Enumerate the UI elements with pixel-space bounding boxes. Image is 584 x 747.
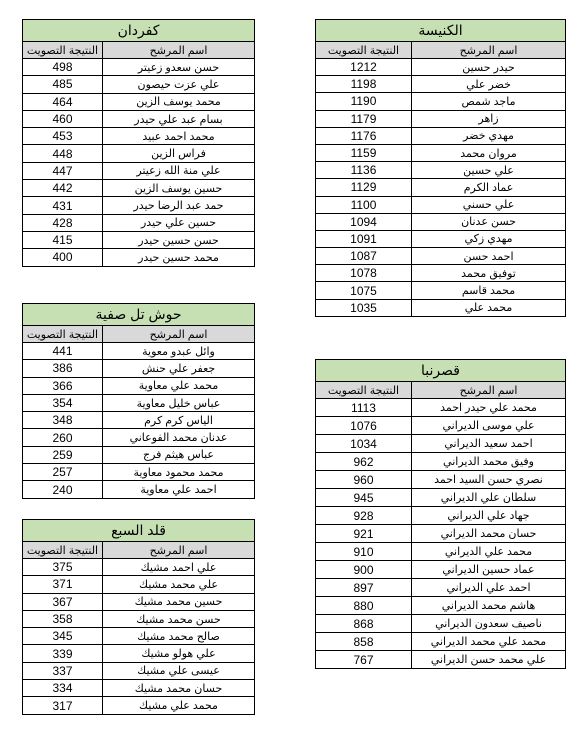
table-row	[316, 525, 566, 543]
vote-count: 240	[23, 481, 103, 498]
vote-count: 1034	[316, 435, 412, 453]
table-row	[316, 417, 566, 435]
table-row	[316, 127, 566, 144]
candidate-name: ناصيف سعدون الديراني	[412, 615, 566, 633]
table-row	[316, 179, 566, 196]
candidate-name: علي عزت حيصون	[103, 76, 255, 93]
candidate-name: علي حسين	[412, 162, 566, 179]
vote-count: 339	[23, 645, 103, 662]
candidate-name: سلطان علي الديراني	[412, 489, 566, 507]
table-al-kanisa	[315, 19, 566, 317]
vote-count: 1176	[316, 127, 412, 144]
table-row	[316, 633, 566, 651]
vote-count: 431	[23, 197, 103, 214]
candidate-name: صالح محمد مشيك	[103, 628, 255, 645]
vote-count: 1136	[316, 162, 412, 179]
table-row	[23, 680, 255, 697]
table-row	[23, 180, 255, 197]
vote-count: 897	[316, 579, 412, 597]
vote-count: 442	[23, 180, 103, 197]
table-row	[23, 360, 255, 377]
candidate-name: حسان محمد مشيك	[103, 680, 255, 697]
table-row	[23, 59, 255, 76]
candidate-name: خضر علي	[412, 76, 566, 93]
candidate-name: هاشم محمد الديراني	[412, 597, 566, 615]
vote-count: 868	[316, 615, 412, 633]
table-qalad-al-sabe	[22, 519, 255, 715]
table-row	[316, 471, 566, 489]
table-row	[316, 230, 566, 247]
candidate-name: محمد يوسف الزين	[103, 93, 255, 110]
candidate-name: محمد محمود معاوية	[103, 464, 255, 481]
vote-count: 334	[23, 680, 103, 697]
candidate-name: احمد حسن	[412, 248, 566, 265]
vote-count: 1179	[316, 110, 412, 127]
candidate-name: عماد حسين الديراني	[412, 561, 566, 579]
vote-count: 1076	[316, 417, 412, 435]
votes-column-header: النتيجة التصويت	[23, 542, 103, 559]
vote-count: 1035	[316, 299, 412, 316]
vote-count: 358	[23, 610, 103, 627]
vote-count: 464	[23, 93, 103, 110]
vote-count: 317	[23, 697, 103, 714]
vote-count: 1078	[316, 265, 412, 282]
vote-count: 1094	[316, 213, 412, 230]
vote-count: 259	[23, 446, 103, 463]
candidate-name: مهدي زكي	[412, 230, 566, 247]
candidate-name: زاهر	[412, 110, 566, 127]
table-hawsh-tal-safiya	[22, 303, 255, 499]
table-row	[316, 248, 566, 265]
candidate-name: توفيق محمد	[412, 265, 566, 282]
vote-count: 1129	[316, 179, 412, 196]
table-title: الكنيسة	[316, 20, 566, 42]
table-qasarnaba	[315, 359, 566, 669]
vote-count: 1159	[316, 144, 412, 161]
table-row	[23, 128, 255, 145]
candidate-name: جعفر علي حنش	[103, 360, 255, 377]
candidate-name: مروان محمد	[412, 144, 566, 161]
table-row	[23, 343, 255, 360]
table-title: قصرنبا	[316, 360, 566, 382]
table-row	[23, 249, 255, 266]
table-row	[23, 162, 255, 179]
name-column-header: اسم المرشح	[103, 42, 255, 59]
vote-count: 1091	[316, 230, 412, 247]
candidate-name: علي محمد مشيك	[103, 576, 255, 593]
table-title: كفردان	[23, 20, 255, 42]
table-row	[23, 429, 255, 446]
table-row	[316, 597, 566, 615]
table-row	[316, 651, 566, 669]
vote-count: 962	[316, 453, 412, 471]
candidate-name: محمد علي محمد الديراني	[412, 633, 566, 651]
table-row	[316, 93, 566, 110]
candidate-name: علي هولو مشيك	[103, 645, 255, 662]
candidate-name: محمد علي مشيك	[103, 697, 255, 714]
vote-count: 858	[316, 633, 412, 651]
candidate-name: وفيق محمد الديراني	[412, 453, 566, 471]
table-row	[23, 559, 255, 576]
table-row	[23, 446, 255, 463]
table-row	[23, 214, 255, 231]
candidate-name: محمد علي معاوية	[103, 377, 255, 394]
votes-column-header: النتيجة التصويت	[316, 42, 412, 59]
table-title: حوش تل صفية	[23, 304, 255, 326]
vote-count: 260	[23, 429, 103, 446]
candidate-name: عدنان محمد الفوعاني	[103, 429, 255, 446]
table-row	[23, 610, 255, 627]
candidate-name: وائل عبدو معوية	[103, 343, 255, 360]
vote-count: 375	[23, 559, 103, 576]
table-row	[316, 144, 566, 161]
candidate-name: محمد علي	[412, 299, 566, 316]
vote-count: 945	[316, 489, 412, 507]
candidate-name: نصري حسن السيد احمد	[412, 471, 566, 489]
vote-count: 345	[23, 628, 103, 645]
candidate-name: حسين يوسف الزين	[103, 180, 255, 197]
vote-count: 441	[23, 343, 103, 360]
table-row	[23, 110, 255, 127]
table-row	[316, 453, 566, 471]
candidate-name: محمد علي الديراني	[412, 543, 566, 561]
table-row	[23, 231, 255, 248]
vote-count: 900	[316, 561, 412, 579]
candidate-name: حسان محمد الديراني	[412, 525, 566, 543]
vote-count: 367	[23, 593, 103, 610]
vote-count: 1190	[316, 93, 412, 110]
table-row	[316, 213, 566, 230]
vote-count: 1100	[316, 196, 412, 213]
table-row	[23, 93, 255, 110]
candidate-name: علي منة الله زعيتر	[103, 162, 255, 179]
vote-count: 348	[23, 412, 103, 429]
table-row	[23, 412, 255, 429]
vote-count: 447	[23, 162, 103, 179]
vote-count: 928	[316, 507, 412, 525]
name-column-header: اسم المرشح	[103, 326, 255, 343]
table-row	[316, 59, 566, 76]
vote-count: 371	[23, 576, 103, 593]
vote-count: 366	[23, 377, 103, 394]
name-column-header: اسم المرشح	[103, 542, 255, 559]
votes-column-header: النتيجة التصويت	[316, 382, 412, 399]
vote-count: 910	[316, 543, 412, 561]
vote-count: 498	[23, 59, 103, 76]
table-title: قلد السبع	[23, 520, 255, 542]
candidate-name: ماجد شمص	[412, 93, 566, 110]
candidate-name: عباس هيثم فرج	[103, 446, 255, 463]
candidate-name: حسن محمد مشيك	[103, 610, 255, 627]
table-row	[316, 110, 566, 127]
table-row	[23, 628, 255, 645]
vote-count: 400	[23, 249, 103, 266]
table-row	[316, 561, 566, 579]
candidate-name: حيدر حسين	[412, 59, 566, 76]
table-row	[316, 162, 566, 179]
vote-count: 880	[316, 597, 412, 615]
vote-count: 1113	[316, 399, 412, 417]
candidate-name: الياس كرم كرم	[103, 412, 255, 429]
vote-count: 386	[23, 360, 103, 377]
candidate-name: علي حسني	[412, 196, 566, 213]
vote-count: 485	[23, 76, 103, 93]
candidate-name: علي محمد حسن الديراني	[412, 651, 566, 669]
candidate-name: محمد علي حيدر احمد	[412, 399, 566, 417]
table-row	[316, 196, 566, 213]
vote-count: 415	[23, 231, 103, 248]
vote-count: 453	[23, 128, 103, 145]
table-row	[316, 76, 566, 93]
candidate-name: حسن سعدو زعيتر	[103, 59, 255, 76]
table-row	[23, 377, 255, 394]
table-row	[316, 507, 566, 525]
table-row	[23, 394, 255, 411]
candidate-name: بسام عبد علي حيدر	[103, 110, 255, 127]
candidate-name: محمد حسين حيدر	[103, 249, 255, 266]
vote-count: 354	[23, 394, 103, 411]
table-row	[23, 481, 255, 498]
vote-count: 1212	[316, 59, 412, 76]
table-row	[316, 399, 566, 417]
table-row	[23, 662, 255, 679]
candidate-name: علي احمد مشيك	[103, 559, 255, 576]
table-row	[316, 579, 566, 597]
vote-count: 921	[316, 525, 412, 543]
candidate-name: علي موسى الديراني	[412, 417, 566, 435]
candidate-name: عيسى علي مشيك	[103, 662, 255, 679]
vote-count: 1198	[316, 76, 412, 93]
candidate-name: فراس الزين	[103, 145, 255, 162]
vote-count: 767	[316, 651, 412, 669]
candidate-name: حسن حسين حيدر	[103, 231, 255, 248]
table-row	[316, 282, 566, 299]
table-row	[316, 543, 566, 561]
candidate-name: احمد علي الديراني	[412, 579, 566, 597]
candidate-name: حسن عدنان	[412, 213, 566, 230]
candidate-name: حسين علي حيدر	[103, 214, 255, 231]
vote-count: 257	[23, 464, 103, 481]
candidate-name: مهدي خضر	[412, 127, 566, 144]
table-row	[23, 145, 255, 162]
candidate-name: حسين محمد مشيك	[103, 593, 255, 610]
table-row	[23, 593, 255, 610]
vote-count: 960	[316, 471, 412, 489]
vote-count: 1087	[316, 248, 412, 265]
candidate-name: عماد الكرم	[412, 179, 566, 196]
candidate-name: عباس خليل معاوية	[103, 394, 255, 411]
table-row	[316, 615, 566, 633]
table-row	[23, 697, 255, 714]
name-column-header: اسم المرشح	[412, 382, 566, 399]
name-column-header: اسم المرشح	[412, 42, 566, 59]
vote-count: 1075	[316, 282, 412, 299]
table-row	[23, 76, 255, 93]
vote-count: 460	[23, 110, 103, 127]
table-kafardan	[22, 19, 255, 267]
candidate-name: جهاد علي الديراني	[412, 507, 566, 525]
candidate-name: احمد سعيد الديراني	[412, 435, 566, 453]
table-row	[316, 265, 566, 282]
candidate-name: احمد علي معاوية	[103, 481, 255, 498]
table-row	[23, 197, 255, 214]
votes-column-header: النتيجة التصويت	[23, 42, 103, 59]
table-row	[316, 489, 566, 507]
candidate-name: حمد عبد الرضا حيدر	[103, 197, 255, 214]
table-row	[316, 435, 566, 453]
vote-count: 337	[23, 662, 103, 679]
table-row	[23, 645, 255, 662]
table-row	[316, 299, 566, 316]
votes-column-header: النتيجة التصويت	[23, 326, 103, 343]
candidate-name: محمد قاسم	[412, 282, 566, 299]
table-row	[23, 464, 255, 481]
table-row	[23, 576, 255, 593]
vote-count: 448	[23, 145, 103, 162]
vote-count: 428	[23, 214, 103, 231]
candidate-name: محمد احمد عبيد	[103, 128, 255, 145]
